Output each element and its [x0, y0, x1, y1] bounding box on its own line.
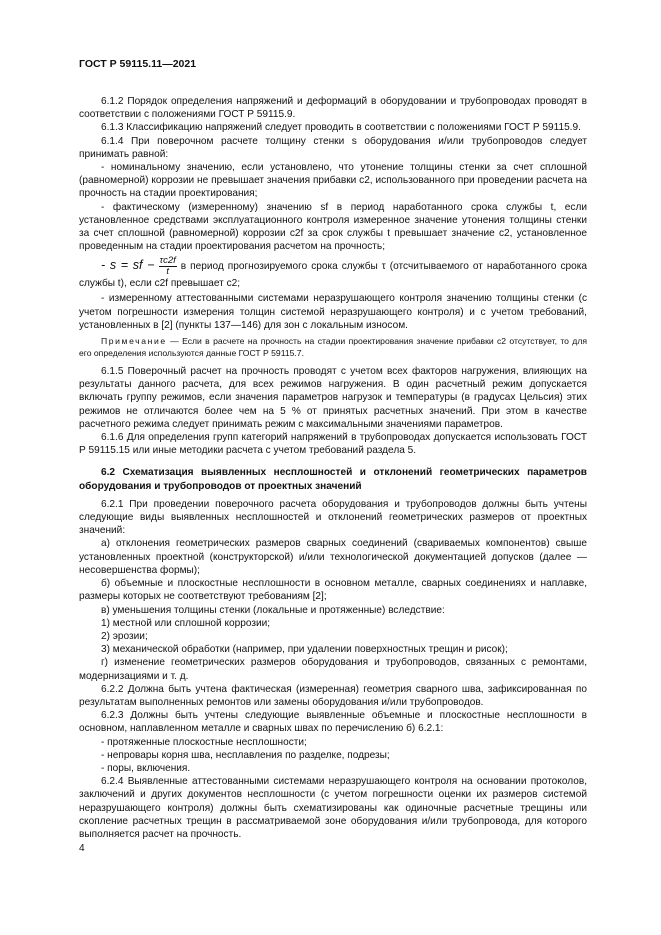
note [79, 336, 587, 359]
formula-text: в период прогнозируемого срока службы τ (отсчитываемого от наработанного срока службы t), если c2f превышает c2; [79, 261, 587, 290]
paragraph: - номинальному значению, если установлено, что утонение толщины стенки за счет сплошной (равномерной) коррозии не превышает значения прибавки c2, использованного при проведении расчета на прочность на стадии проектирования; [79, 162, 587, 200]
formula-denominator: t [166, 266, 169, 278]
paragraph: - измеренному аттестованными системами неразрушающего контроля значению толщины стенки (с учетом погрешности измерения толщин системой неразрушающего контроля) и с учетом требований, установленных в [2] (пункты 137—146) для зон с локальным износом. [79, 293, 587, 331]
formula-numerator: τc2f [159, 255, 176, 267]
paragraph: 6.2.1 При проведении поверочного расчета оборудования и трубопроводов должны быть учтены следующие виды выявленных несплошностей и отклонений геометрических размеров от проектных значений: [79, 498, 587, 537]
paragraph: 6.1.6 Для определения групп категорий напряжений в трубопроводах допускается использовать ГОСТ Р 59115.15 или иные методики расчета с учетом требований раздела 5. [79, 432, 587, 457]
list-item: - протяженные плоскостные несплошности; [101, 736, 307, 748]
formula-fraction [159, 256, 177, 277]
paragraph: 6.1.5 Поверочный расчет на прочность проводят с учетом всех факторов нагружения, влияющих на результаты данного расчета, для всех режимов нагружения. В один расчетный режим допускается включать группу режимов, если значения параметров нагрузок и температуры (в градусах Цельсия) этих режимов не отличаются более чем на 5 % от принятых расчетных значений. При этом в качестве расчетного режима следует принимать режим с максимальными значениями параметров. [79, 366, 587, 430]
list-item: - поры, включения. [101, 762, 191, 774]
formula-lhs: - s = sf − [101, 258, 155, 273]
note-text: — Если в расчете на прочность на стадии проектирования значение прибавки c2 отсутствует, то для его определения используются данные ГОСТ Р 59115.7. [79, 336, 587, 358]
note-label: Примечание [101, 336, 167, 347]
list-item: а) отклонения геометрических размеров сварных соединений (свариваемых компонентов) свыше установленных проектной (конструкторской) и/или технологической документацией допусков (далее — несовершенства формы); [79, 538, 587, 576]
list-item: 1) местной или сплошной коррозии; [101, 617, 271, 629]
document-header: ГОСТ Р 59115.11—2021 [79, 58, 197, 70]
paragraph: 6.1.4 При поверочном расчете толщину стенки s оборудования и/или трубопроводов следует принимать равной: [79, 135, 587, 160]
paragraph: 6.2.2 Должна быть учтена фактическая (измеренная) геометрия сварного шва, зафиксированная по результатам выполненных ремонтов или замены оборудования и/или трубопроводов. [79, 683, 587, 708]
page-number: 4 [79, 843, 85, 854]
list-item: г) изменение геометрических размеров оборудования и трубопроводов, связанных с ремонтами, модернизациями и т. д. [79, 657, 587, 682]
formula-line [79, 256, 587, 291]
paragraph: 6.1.2 Порядок определения напряжений и деформаций в оборудовании и трубопроводах проводят в соответствии с положениями ГОСТ Р 59115.9. [79, 96, 587, 121]
paragraph: - фактическому (измеренному) значению sf в период наработанного срока службы t, если установленное средствами эксплуатационного контроля измеренное значение утонения толщины стенки за счет сплошной (равномерной) коррозии c2f за срок службы t превышает значение c2, установленное проведенным на стадии проектирования расчетом на прочность; [79, 201, 587, 253]
list-item: в) уменьшения толщины стенки (локальные и протяженные) вследствие: [101, 604, 445, 616]
paragraph: 6.2.3 Должны быть учтены следующие выявленные объемные и плоскостные несплошности в основном, наплавленном металле и сварных швах по перечислению б) 6.2.1: [79, 710, 587, 735]
list-item: б) объемные и плоскостные несплошности в основном металле, сварных соединениях и наплавке, размеры которых не соответствуют требованиям [2]; [79, 578, 587, 603]
list-item: 3) механической обработки (например, при удалении поверхностных трещин и рисок); [101, 644, 508, 656]
paragraph: 6.1.3 Классификацию напряжений следует проводить в соответствии с положениями ГОСТ Р 59115.9. [101, 122, 581, 134]
list-item: 2) эрозии; [101, 630, 148, 642]
paragraph: 6.2.4 Выявленные аттестованными системами неразрушающего контроля на основании протоколов, заключений и других документов несплошности (с учетом погрешности оценки их размеров системой неразрушающего контроля) должны быть схематизированы как одиночные расчетные трещины или скопление расчетных трещин в рассматриваемой зоне оборудования и/или трубопровода, для которого выполняется расчет на прочность. [79, 776, 587, 840]
list-item: - непровары корня шва, несплавления по разделке, подрезы; [101, 749, 390, 761]
document-body [79, 95, 587, 841]
section-heading: 6.2 Схематизация выявленных несплошностей и отклонений геометрических параметров оборудования и трубопроводов от проектных значений [79, 467, 587, 492]
